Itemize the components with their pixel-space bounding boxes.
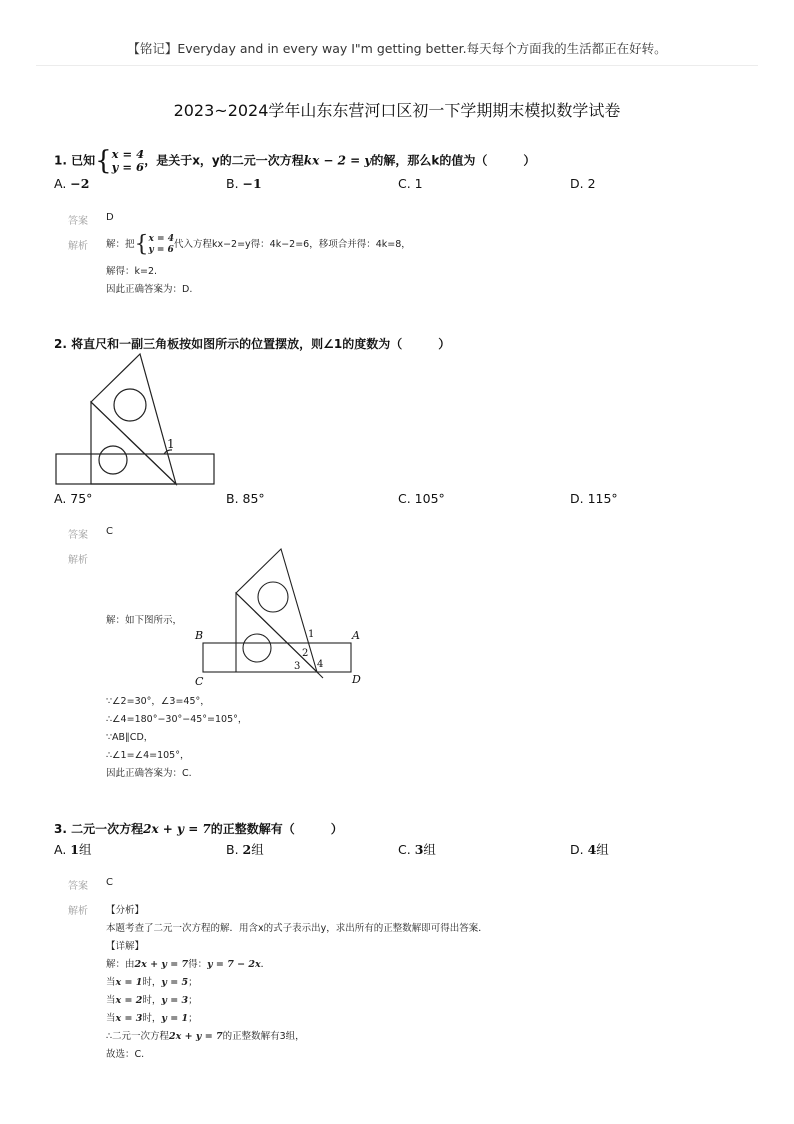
q1-option-a-value: −2 [70, 176, 90, 191]
q3-case1-pre: 当 [106, 977, 116, 988]
q3-option-c-letter: C. [398, 842, 415, 857]
q3-l1d: y = 7 − 2x [207, 959, 261, 970]
q2s-label-c: C [195, 675, 204, 688]
q1-equation: kx − 2 = y [303, 153, 372, 168]
q3-option-c-unit: 组 [423, 842, 436, 857]
q3-case3-mid: 时， [142, 1013, 162, 1024]
q1-stem [54, 146, 535, 176]
q2-analysis-label: 解析 [68, 555, 88, 566]
q2s-angle4: 4 [317, 659, 324, 670]
q3-case1-mid: 时， [142, 977, 162, 988]
q3-case2-end: ； [188, 995, 198, 1006]
q3-case2-pre: 当 [106, 995, 116, 1006]
q1-option-d[interactable]: D. 2 [570, 176, 596, 191]
q3-post: 的正整数解有（ ） [210, 822, 343, 836]
q2-solution-line5: 因此正确答案为：C. [106, 768, 192, 779]
q2-solution-line1: ∵∠2=30°，∠3=45°， [106, 696, 210, 707]
q3-concl-b: 2x + y = 7 [169, 1031, 223, 1042]
q3-option-b[interactable] [226, 840, 264, 858]
q1-sol-brace: { [134, 232, 149, 257]
q3-option-a-unit: 组 [78, 842, 92, 857]
q1-number: 1. [54, 153, 67, 168]
q1-mid: ，是关于x，y的二元一次方程 [144, 153, 304, 168]
q2s-angle2: 2 [302, 648, 309, 659]
q3-option-c-num: 3 [414, 842, 424, 857]
q2s-circle-lower [243, 634, 271, 662]
q1-sol-sys1: x = 4 [148, 234, 174, 245]
q2-triangle-45 [91, 402, 176, 484]
q3-case2 [106, 992, 198, 1006]
q2-circle-lower [99, 446, 127, 474]
q1-solution-line1 [106, 232, 411, 257]
q3-option-b-letter: B. [226, 842, 243, 857]
q1-answer-label: 答案 [68, 216, 88, 227]
q1-option-a[interactable] [54, 176, 89, 191]
page-title: 2023~2024学年山东东营河口区初一下学期期末模拟数学试卷 [173, 101, 621, 120]
q2-option-c[interactable]: C. 105° [398, 491, 445, 506]
q3-number: 3. [54, 822, 67, 836]
q1-system [112, 148, 145, 174]
q3-case2-mid: 时， [142, 995, 162, 1006]
q3-option-d-letter: D. [570, 842, 588, 857]
q3-option-a-letter: A. [54, 842, 71, 857]
q3-detail-line1 [106, 956, 270, 970]
q1-sol-pre: 解：把 [106, 239, 135, 250]
q2s-angle3: 3 [294, 661, 301, 672]
q2-ruler [56, 454, 214, 484]
q2s-label-b: B [195, 629, 204, 642]
q3-fenxi-text: 本题考查了二元一次方程的解．用含x的式子表示出y，求出所有的正整数解即可得出答案． [106, 923, 488, 934]
q2-stem: 2. 将直尺和一副三角板按如图所示的位置摆放，则∠1的度数为（ ） [54, 337, 451, 351]
q2-triangle-30 [91, 354, 176, 484]
q3-option-a[interactable] [54, 840, 92, 858]
q2-solution-line3: ∵AB∥CD， [106, 732, 154, 743]
q3-l1b: 2x + y = 7 [134, 959, 189, 970]
q3-case3 [106, 1010, 198, 1024]
q2s-circle-upper [258, 582, 288, 612]
q2-figure [54, 350, 216, 490]
q3-case2-x: x = 2 [115, 995, 143, 1006]
q3-case1-x: x = 1 [115, 977, 143, 988]
q3-option-d-num: 4 [587, 842, 597, 857]
q3-pre: 二元一次方程 [71, 822, 144, 836]
q3-case3-pre: 当 [106, 1013, 116, 1024]
q1-option-a-letter: A. [54, 176, 71, 191]
q1-sol-post: 代入方程kx−2=y得：4k−2=6，移项合并得：4k=8， [173, 239, 411, 250]
q3-conclusion [106, 1028, 305, 1042]
q1-post: 的解，那么k的值为（ ） [371, 153, 536, 168]
q3-answer-value: C [106, 877, 113, 888]
q2-solution-intro: 解：如下图所示， [106, 615, 183, 626]
q2-option-a[interactable]: A. 75° [54, 491, 93, 506]
q2-option-b[interactable]: B. 85° [226, 491, 265, 506]
q1-sys2: y = 6 [111, 160, 144, 174]
q2-answer-value: C [106, 526, 113, 537]
q1-pre: 已知 [71, 153, 96, 168]
q2-solution-line2: ∴∠4=180°−30°−45°=105°， [106, 714, 248, 725]
q3-case3-x: x = 3 [115, 1013, 143, 1024]
q3-option-b-unit: 组 [251, 842, 264, 857]
q2s-label-d: D [352, 673, 361, 686]
q1-option-b-letter: B. [226, 176, 243, 191]
q1-solution-line2: 解得：k=2. [106, 266, 158, 277]
q3-case2-y: y = 3 [161, 995, 189, 1006]
q3-case1-end: ； [188, 977, 198, 988]
q3-option-a-num: 1 [70, 842, 79, 857]
header-divider [36, 65, 758, 66]
q3-case1 [106, 974, 198, 988]
q3-l1a: 解：由 [106, 959, 135, 970]
q1-analysis-label: 解析 [68, 241, 88, 252]
q3-answer-label: 答案 [68, 881, 88, 892]
q2s-extension [317, 672, 323, 678]
q2s-triangle-45 [236, 593, 317, 672]
q2-answer-label: 答案 [68, 530, 88, 541]
q3-fenxi-heading: 【分析】 [106, 905, 145, 916]
q1-answer-value: D [106, 212, 114, 223]
q2s-angle1: 1 [308, 629, 315, 640]
q3-l1e: ． [260, 959, 271, 970]
q3-concl-c: 的正整数解有3组， [222, 1031, 305, 1042]
q3-option-d[interactable] [570, 840, 609, 858]
q2-angle1-label: 1 [167, 437, 175, 451]
q3-final: 故选：C. [106, 1049, 145, 1060]
q3-case3-y: y = 1 [161, 1013, 189, 1024]
q1-solution-line3: 因此正确答案为：D. [106, 284, 193, 295]
q2s-label-a: A [352, 629, 360, 642]
q3-concl-a: ∴二元一次方程 [106, 1031, 170, 1042]
q3-option-d-unit: 组 [596, 842, 609, 857]
q3-option-c[interactable] [398, 840, 436, 858]
q3-stem [54, 820, 343, 837]
q3-option-b-num: 2 [242, 842, 252, 857]
q3-l1c: 得： [188, 959, 208, 970]
q1-sol-system [149, 234, 174, 255]
q1-option-b-value: −1 [242, 176, 262, 191]
q1-option-c[interactable]: C. 1 [398, 176, 423, 191]
q1-sol-sys2: y = 6 [148, 244, 174, 255]
q3-equation: 2x + y = 7 [143, 822, 211, 836]
q2s-ruler [203, 643, 351, 672]
q1-option-b[interactable] [226, 176, 262, 191]
q3-xiangjie-heading: 【详解】 [106, 941, 145, 952]
q2-circle-upper [114, 389, 146, 421]
q3-analysis-label: 解析 [68, 906, 88, 917]
q3-case1-y: y = 5 [161, 977, 189, 988]
q3-case3-end: ； [188, 1013, 198, 1024]
q1-brace: { [95, 146, 112, 176]
q2-option-d[interactable]: D. 115° [570, 491, 618, 506]
q2-solution-figure [190, 545, 370, 690]
q1-sys1: x = 4 [111, 146, 145, 161]
motto-banner: 【铭记】Everyday and in every way I"m getting better.每天每个方面我的生活都正在好转。 [127, 41, 667, 56]
q2-solution-line4: ∴∠1=∠4=105°， [106, 750, 190, 761]
